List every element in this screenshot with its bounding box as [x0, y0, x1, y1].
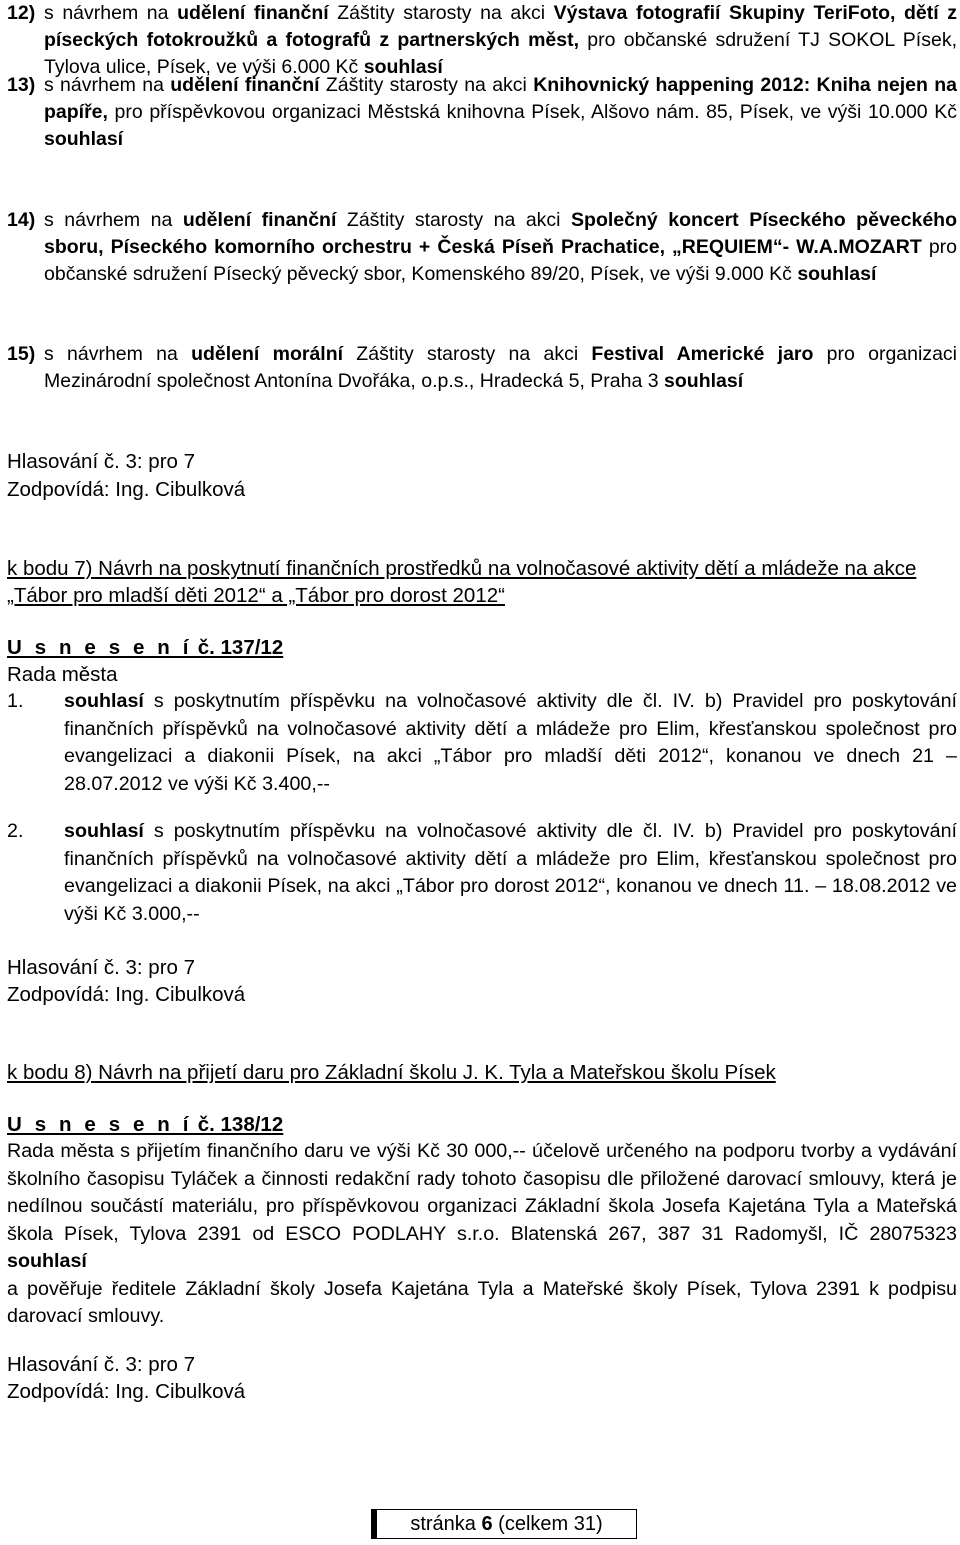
item-text: [44, 72, 957, 153]
footer-page-number: 6: [481, 1513, 493, 1535]
text-run: Záštity starosty na akci: [328, 2, 554, 24]
bold-text: Výstava fotografií Skupiny TeriFoto, dětí z píseckých fotokroužků a fotografů z partnerských měst,: [44, 2, 958, 51]
point-text: [64, 818, 957, 928]
item-number: 14): [7, 209, 36, 231]
text-run: s návrhem na: [44, 2, 178, 24]
text-run: s návrhem na: [44, 343, 192, 365]
bold-text: udělení finanční: [170, 74, 320, 96]
item-15: [7, 341, 957, 395]
bold-text: Knihovnický happening 2012: Kniha nejen na papíře,: [44, 74, 958, 123]
resolution-id: č. 138/12: [192, 1113, 284, 1136]
bold-text: souhlasí: [64, 820, 144, 842]
section-7-heading: k bodu 7) Návrh na poskytnutí finančních prostředků na volnočasové aktivity dětí a mládeže na akce „Tábor pro mladší děti 2012“ a „Tábor pro dorost 2012“: [7, 557, 917, 607]
bold-text: souhlasí: [7, 1250, 87, 1272]
resolution-id: č. 137/12: [192, 636, 284, 659]
vote-line: Hlasování č. 3: pro 7: [7, 450, 196, 473]
item-number: 13): [7, 74, 36, 96]
resolution-number: [7, 1111, 283, 1139]
text-run: s návrhem na: [44, 74, 171, 96]
resolution-point-1: [7, 688, 957, 798]
bold-text: Společný koncert Píseckého pěveckého sboru, Píseckého komorního orchestru + Česká Píseň Prachatice, „REQUIEM“- W.A.MOZART: [44, 209, 957, 258]
item-text: [44, 341, 957, 395]
responsible-line: Zodpovídá: Ing. Cibulková: [7, 983, 246, 1006]
resolution-label: U s n e s e n í: [7, 636, 193, 659]
responsible-line: Zodpovídá: Ing. Cibulková: [7, 1380, 246, 1403]
bold-text: udělení morální: [191, 343, 344, 365]
bold-text: souhlasí: [64, 690, 144, 712]
bold-text: souhlasí: [363, 56, 443, 78]
council-label: Rada města: [7, 663, 118, 686]
text-run: s návrhem na: [44, 209, 183, 231]
text-run: pro občanské sdružení Písecký pěvecký sbor, Komenského 89/20, Písek, ve výši 9.000 Kč: [44, 236, 957, 285]
item-13: [7, 72, 957, 153]
footer-label: stránka: [410, 1513, 482, 1535]
item-12: [7, 0, 957, 81]
text-run: Záštity starosty na akci: [336, 209, 572, 231]
point-text: [64, 688, 957, 798]
vote-line: Hlasování č. 3: pro 7: [7, 956, 196, 979]
responsible-line: Zodpovídá: Ing. Cibulková: [7, 478, 246, 501]
point-number: 1.: [7, 690, 24, 712]
resolution-label: U s n e s e n í: [7, 1113, 193, 1136]
bold-text: souhlasí: [664, 370, 744, 392]
page-footer: [371, 1509, 637, 1539]
section-8-heading: k bodu 8) Návrh na přijetí daru pro Základní školu J. K. Tyla a Mateřskou školu Písek: [7, 1061, 776, 1084]
text-run: pro příspěvkovou organizaci Městská knihovna Písek, Alšovo nám. 85, Písek, ve výši 10.000 Kč: [107, 101, 957, 123]
item-number: 15): [7, 343, 36, 365]
text-run: pro organizaci Mezinárodní společnost Antonína Dvořáka, o.p.s., Hradecká 5, Praha 3: [44, 343, 958, 392]
bold-text: souhlasí: [44, 128, 124, 150]
vote-line: Hlasování č. 3: pro 7: [7, 1353, 196, 1376]
item-14: [7, 207, 957, 288]
text-run: s poskytnutím příspěvku na volnočasové aktivity dle čl. IV. b) Pravidel pro poskytování finančních příspěvků na volnočasové aktivity dětí a mládeže pro Elim, křesťanskou společnost pro evangelizaci a diakonii Písek, na akci „Tábor pro dorost 2012“, konanou ve dnech 11. – 18.08.2012 ve výši Kč 3.000,--: [64, 820, 957, 925]
item-number: 12): [7, 2, 36, 24]
text-run: pro občanské sdružení TJ SOKOL Písek, Tylova ulice, Písek, ve výši 6.000 Kč: [44, 29, 957, 78]
resolution-point-2: [7, 818, 957, 928]
text-run: a pověřuje ředitele Základní školy Josefa Kajetána Tyla a Mateřské školy Písek, Tylova 2391 k podpisu darovací smlouvy.: [7, 1277, 957, 1327]
item-text: [44, 0, 957, 81]
resolution-number: [7, 634, 283, 662]
bold-text: udělení finanční: [182, 209, 337, 231]
text-run: Rada města s přijetím finančního daru ve výši Kč 30 000,-- účelově určeného na podporu tvorby a vydávání školního časopisu Tyláček a činnosti redakční rady tohoto časopisu dle přiložené darovací smlouvy, která je nedílnou součástí materiálu, pro příspěvkovou organizaci Základní škola Josefa Kajetána Tyla a Mateřská škola Písek, Tylova 2391 od ESCO PODLAHY s.r.o. Blatenská 267, 387 31 Radomyšl, IČ 28075323: [7, 1140, 957, 1245]
bold-text: souhlasí: [797, 263, 877, 285]
text-run: Záštity starosty na akci: [319, 74, 534, 96]
item-text: [44, 207, 957, 288]
bold-text: udělení finanční: [177, 2, 329, 24]
resolution-138-text: [7, 1138, 957, 1331]
text-run: Záštity starosty na akci: [343, 343, 592, 365]
point-number: 2.: [7, 820, 24, 842]
text-run: s poskytnutím příspěvku na volnočasové aktivity dle čl. IV. b) Pravidel pro poskytování finančních příspěvků na volnočasové aktivity dětí a mládeže pro Elim, křesťanskou společnost pro evangelizaci a diakonii Písek, na akci „Tábor pro mladší děti 2012“, konanou ve dnech 21 – 28.07.2012 ve výši Kč 3.400,--: [64, 690, 957, 795]
bold-text: Festival Americké jaro: [591, 343, 814, 365]
footer-total: (celkem 31): [492, 1513, 603, 1535]
